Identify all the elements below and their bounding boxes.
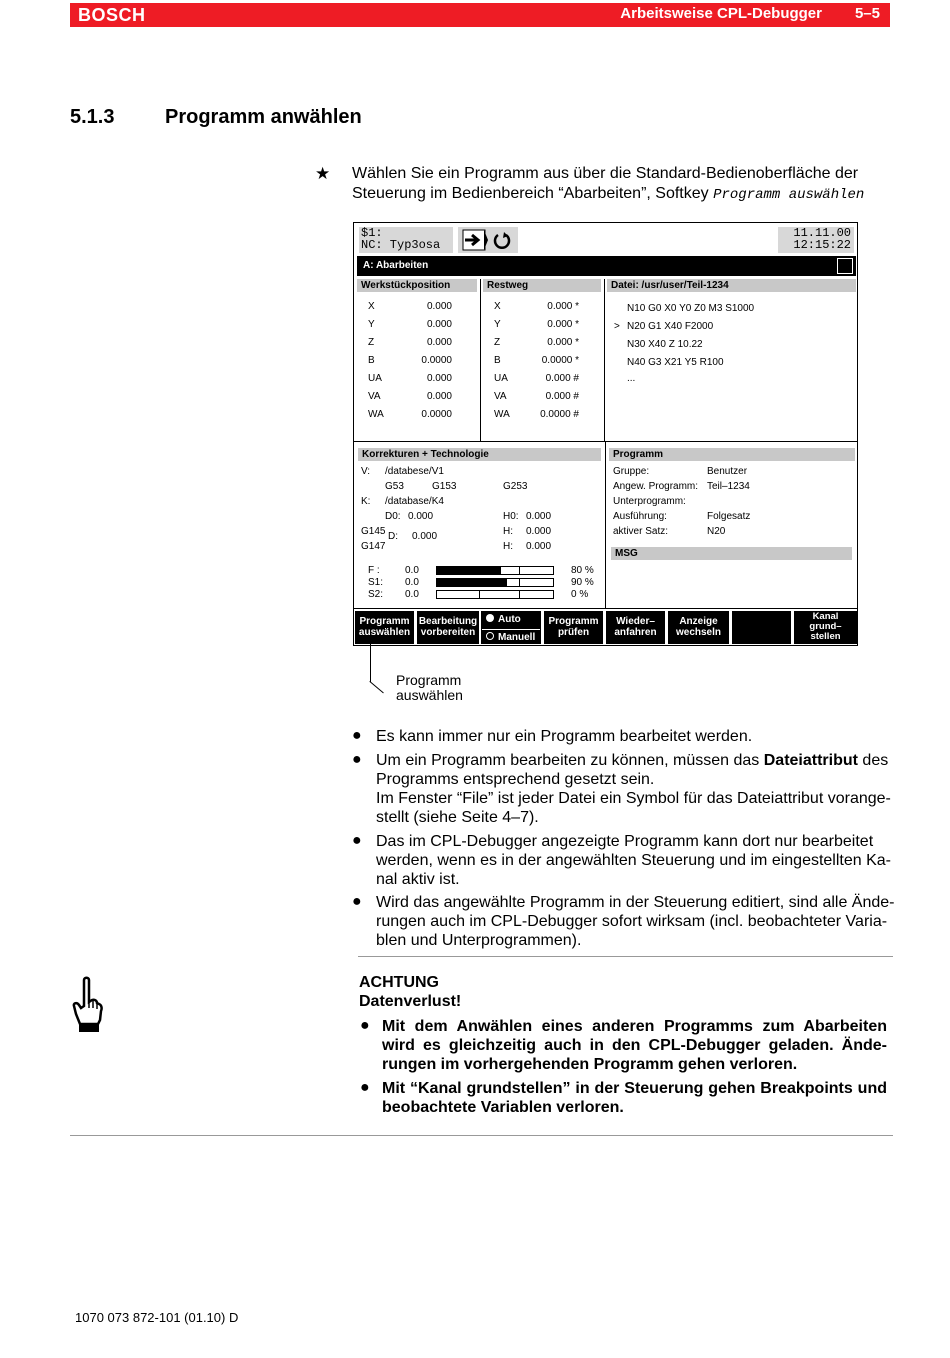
time-label: 12:15:22 <box>793 238 851 252</box>
feed-percent: 90 % <box>571 577 594 588</box>
bullet-icon: ● <box>352 751 362 768</box>
h0-value: 0.000 <box>526 511 552 522</box>
wp-axis: B <box>368 355 375 366</box>
nc-line[interactable]: N20 G1 X40 F2000 <box>627 321 714 332</box>
bullet-text <box>376 751 896 789</box>
softkey-label: Wieder– <box>616 616 655 627</box>
intro-paragraph <box>352 164 897 205</box>
softkey-label: Programm <box>548 616 599 627</box>
prog-key: Gruppe: <box>613 466 650 477</box>
rw-axis: Z <box>494 337 501 348</box>
feed-value: 0.0 <box>405 577 419 588</box>
rw-axis: UA <box>494 373 508 384</box>
bar-mark <box>479 591 480 598</box>
v-label: V: <box>361 466 371 477</box>
softkey-empty[interactable] <box>732 611 791 644</box>
d-value: 0.000 <box>412 531 438 542</box>
softkey-programm-pruefen[interactable] <box>544 611 603 644</box>
bullet-icon: ● <box>360 1079 370 1096</box>
wp-axis: WA <box>368 409 384 420</box>
wp-value: 0.0000 <box>421 409 452 420</box>
g153: G153 <box>432 481 457 492</box>
section-title: Programm anwählen <box>165 106 362 128</box>
softkey-auto-manuell[interactable] <box>481 611 541 644</box>
softkey-label: Anzeige <box>679 616 718 627</box>
korr-header: Korrekturen + Technologie <box>358 448 601 461</box>
softkey-label: grund– <box>809 621 842 632</box>
status-icons <box>458 227 518 253</box>
auto-option[interactable] <box>482 614 540 629</box>
nc-line[interactable]: N40 G3 X21 Y5 R100 <box>627 357 724 368</box>
window-icon[interactable] <box>837 258 853 274</box>
rw-value: 0.0000 * <box>541 355 579 366</box>
bullet-icon: ● <box>352 893 362 910</box>
nc-label: NC: Typ3osa <box>361 238 441 252</box>
radio-empty-icon <box>486 632 494 640</box>
callout-label <box>396 673 463 703</box>
prog-key: Ausführung: <box>613 511 667 522</box>
intro-softkey: Programm auswählen <box>713 187 865 203</box>
h1-value: 0.000 <box>526 526 552 537</box>
d0-value: 0.000 <box>408 511 434 522</box>
h2-value: 0.000 <box>526 541 552 552</box>
star-icon: ★ <box>315 164 331 183</box>
pointing-hand-icon <box>70 976 104 1039</box>
feed-label: F : <box>368 565 380 576</box>
section-number: 5.1.3 <box>70 106 115 128</box>
prog-value: N20 <box>707 526 726 537</box>
softkey-bearbeitung-vorbereiten[interactable] <box>417 611 479 644</box>
callout-line <box>369 681 383 693</box>
wp-value: 0.000 <box>426 373 452 384</box>
prog-value: Folgesatz <box>707 511 751 522</box>
softkey-label: vorbereiten <box>420 627 476 638</box>
warning-text: Mit dem Anwählen eines anderen Programms zum Abarbeiten wird es gleichzeitig auch in den CPL-Debugger geladen. Ände- rungen im vorhergehenden Programm gehen verloren. <box>382 1018 887 1073</box>
prog-key: Angew. Programm: <box>613 481 699 492</box>
g253: G253 <box>503 481 528 492</box>
feed-bar <box>436 590 554 599</box>
prog-key: aktiver Satz: <box>613 526 669 537</box>
wp-axis: Y <box>368 319 375 330</box>
feed-label: S2: <box>368 589 384 600</box>
warning-title: ACHTUNG <box>359 974 439 991</box>
k-path: /database/K4 <box>385 496 444 507</box>
manuell-option[interactable] <box>482 629 540 643</box>
callout-line1: Programm <box>396 672 462 688</box>
wp-value: 0.000 <box>426 319 452 330</box>
h1-label: H: <box>503 526 513 537</box>
divider <box>604 279 605 441</box>
rw-value: 0.000 * <box>547 337 579 348</box>
bullet-text-bold: Dateiattribut <box>763 752 858 769</box>
arrow-icon <box>458 227 518 253</box>
rw-value: 0.000 * <box>547 319 579 330</box>
softkey-label: wechseln <box>675 627 722 638</box>
divider <box>358 956 893 957</box>
control-screen <box>353 222 858 646</box>
feed-bar <box>436 566 554 575</box>
channel-box <box>359 227 453 253</box>
softkey-label: Bearbeitung <box>418 616 478 627</box>
softkey-programm-auswaehlen[interactable] <box>355 611 414 644</box>
wp-value: 0.000 <box>426 337 452 348</box>
d-label: D: <box>388 531 398 542</box>
feed-bar <box>436 578 554 587</box>
rw-value: 0.0000 # <box>540 409 579 420</box>
nc-line-marker: > <box>614 321 620 332</box>
feed-fill <box>437 579 507 586</box>
bar-mark <box>519 579 520 586</box>
wp-value: 0.0000 <box>421 355 452 366</box>
page-number: 5–5 <box>854 5 880 22</box>
softkey-label: auswählen <box>358 627 411 638</box>
softkey-kanal-grundstellen[interactable] <box>794 611 857 644</box>
bullet-icon: ● <box>352 727 362 744</box>
wp-axis: Z <box>368 337 375 348</box>
nc-line[interactable]: ... <box>627 373 636 384</box>
prog-key: Unterprogramm: <box>613 496 686 507</box>
rw-axis: Y <box>494 319 501 330</box>
prog-value: Benutzer <box>707 466 748 477</box>
bullet-text: Im Fenster “File” ist jeder Datei ein Symbol für das Dateiattribut vorange- stellt (siehe Seite 4–7). <box>376 790 891 826</box>
divider <box>480 279 481 441</box>
mode-label: A: Abarbeiten <box>363 260 429 271</box>
bar-mark <box>519 591 520 598</box>
header-band <box>70 3 890 27</box>
bullet-text-part: des Programms entsprechend gesetzt sein. <box>376 752 889 788</box>
wp-value: 0.000 <box>426 391 452 402</box>
datetime-box <box>778 227 854 253</box>
file-header: Datei: /usr/user/Teil-1234 <box>607 279 856 292</box>
brand-logo: BOSCH <box>78 5 146 25</box>
softkey-wiederanfahren[interactable] <box>606 611 665 644</box>
manuell-label: Manuell <box>498 632 536 643</box>
softkey-anzeige-wechseln[interactable] <box>668 611 729 644</box>
mode-bar <box>357 256 856 276</box>
warning-text: Mit “Kanal grundstellen” in der Steuerung gehen Breakpoints und beobachtete Variablen verloren. <box>382 1080 887 1116</box>
feed-percent: 80 % <box>571 565 594 576</box>
restweg-header: Restweg <box>483 279 601 292</box>
g53: G53 <box>385 481 404 492</box>
wp-axis: UA <box>368 373 382 384</box>
programm-header: Programm <box>609 448 855 461</box>
d0-label: D0: <box>385 511 401 522</box>
rw-value: 0.000 # <box>545 373 579 384</box>
bullet-text: Wird das angewählte Programm in der Steuerung editiert, sind alle Ände- rungen auch im CPL-Debugger sofort wirksam (incl. beobachteter Varia- blen und Unterprogrammen). <box>376 894 895 949</box>
wp-value: 0.000 <box>426 301 452 312</box>
workpiece-header: Werkstückposition <box>357 279 477 292</box>
bullet-icon: ● <box>360 1017 370 1034</box>
feed-fill <box>437 567 501 574</box>
date-label: 11.11.00 <box>793 226 851 240</box>
wp-axis: VA <box>368 391 381 402</box>
softkey-label: prüfen <box>557 627 590 638</box>
callout-line <box>370 644 371 682</box>
rw-axis: B <box>494 355 501 366</box>
k-label: K: <box>361 496 371 507</box>
g147: G147 <box>361 541 386 552</box>
footer-doc-number: 1070 073 872-101 (01.10) D <box>75 1310 239 1325</box>
wp-axis: X <box>368 301 375 312</box>
warning-subtitle: Datenverlust! <box>359 993 462 1010</box>
rw-value: 0.000 # <box>545 391 579 402</box>
g145: G145 <box>361 526 386 537</box>
bullet-text-part: Um ein Programm bearbeiten zu können, müssen das <box>376 752 764 769</box>
nc-line[interactable]: N10 G0 X0 Y0 Z0 M3 S1000 <box>627 303 755 314</box>
softkey-label: Kanal <box>812 611 839 622</box>
msg-header: MSG <box>611 547 852 560</box>
bullet-text: Das im CPL-Debugger angezeigte Programm kann dort nur bearbeitet werden, wenn es in der angewählten Steuerung und im eingestellten Ka- nal aktiv ist. <box>376 833 891 888</box>
chapter-title: Arbeitsweise CPL-Debugger <box>620 5 822 22</box>
v-path: /databese/V1 <box>385 466 444 477</box>
nc-line[interactable]: N30 X40 Z 10.22 <box>627 339 703 350</box>
feed-label: S1: <box>368 577 384 588</box>
rw-value: 0.000 * <box>547 301 579 312</box>
feed-percent: 0 % <box>571 589 589 600</box>
divider <box>70 1135 893 1136</box>
auto-label: Auto <box>498 614 521 625</box>
feed-value: 0.0 <box>405 565 419 576</box>
rw-axis: X <box>494 301 501 312</box>
callout-line2: auswählen <box>396 687 463 703</box>
softkey-label: Programm <box>359 616 410 627</box>
h0-label: H0: <box>503 511 519 522</box>
prog-value: Teil–1234 <box>707 481 750 492</box>
radio-selected-icon <box>486 614 494 622</box>
channel-label: $1: <box>361 226 383 240</box>
feed-value: 0.0 <box>405 589 419 600</box>
bullet-icon: ● <box>352 832 362 849</box>
rw-axis: VA <box>494 391 507 402</box>
rw-axis: WA <box>494 409 510 420</box>
softkey-label: anfahren <box>614 627 657 638</box>
divider <box>354 608 857 609</box>
softkey-label: stellen <box>810 631 841 642</box>
bullet-text: Es kann immer nur ein Programm bearbeitet werden. <box>376 728 753 745</box>
intro-text: Wählen Sie ein Programm aus über die Standard-Bedienoberfläche der Steuerung im Bedienbereich “Abarbeiten”, Softkey <box>352 165 859 202</box>
h2-label: H: <box>503 541 513 552</box>
divider <box>605 441 606 609</box>
bar-mark <box>519 567 520 574</box>
